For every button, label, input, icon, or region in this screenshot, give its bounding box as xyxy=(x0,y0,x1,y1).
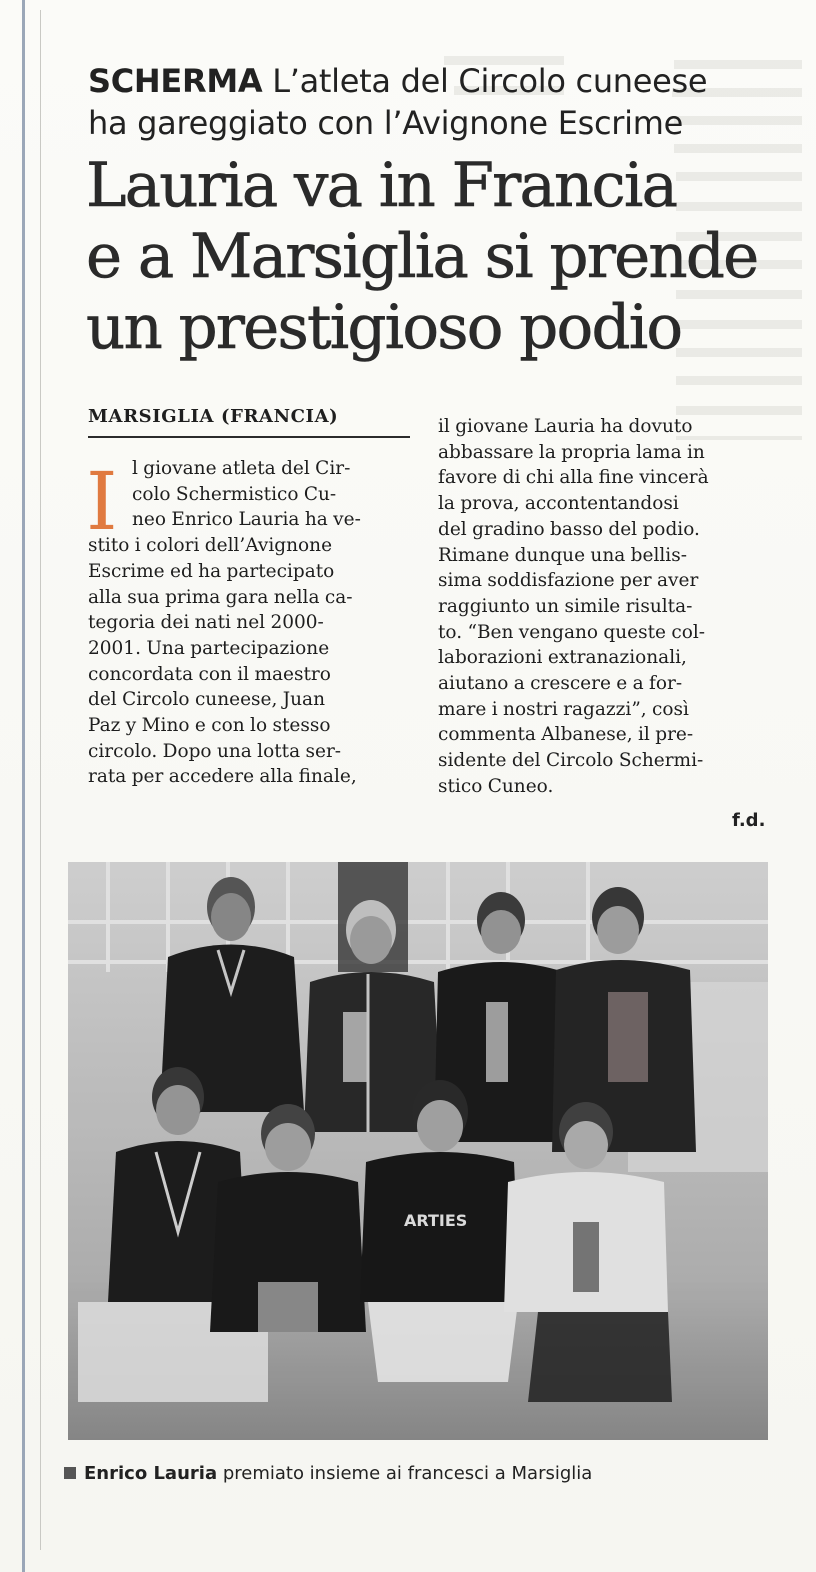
caption-text: premiato insieme ai francesci a Marsiglia xyxy=(217,1463,593,1484)
column-2-line: la prova, accontentandosi xyxy=(438,493,679,515)
column-1-line: l giovane atleta del Cir- xyxy=(132,458,351,479)
caption-square-bullet xyxy=(64,1467,76,1479)
article-column-2 xyxy=(438,414,778,800)
kicker xyxy=(88,60,788,144)
caption-name: Enrico Lauria xyxy=(84,1463,218,1484)
shirt-lettering: ARTIES xyxy=(404,1211,468,1230)
column-2-line: mare i nostri ragazzi”, così xyxy=(438,698,689,720)
page-edge-rule xyxy=(22,0,25,1572)
team-photo-illustration xyxy=(68,862,768,1440)
column-1-line: rata per accedere alla finale, xyxy=(88,766,357,788)
headline-line-2: e a Marsiglia si prende xyxy=(86,221,758,292)
column-2-line: stico Cuneo. xyxy=(438,775,554,797)
column-2-line: sima soddisfazione per aver xyxy=(438,570,699,592)
headline xyxy=(86,150,806,363)
headline-line-1: Lauria va in Francia xyxy=(86,150,677,221)
column-1-line: concordata con il maestro xyxy=(88,663,331,685)
photo-caption xyxy=(64,1463,592,1484)
column-2-line: laborazioni extranazionali, xyxy=(438,647,687,669)
column-1-line: tegoria dei nati nel 2000- xyxy=(88,612,324,634)
kicker-text-1: L’atleta del Circolo cuneese xyxy=(262,62,708,100)
author-initials: f.d. xyxy=(732,810,766,831)
kicker-line-1 xyxy=(88,60,788,102)
column-1-line: Paz y Mino e con lo stesso xyxy=(88,715,331,737)
column-1-line: alla sua prima gara nella ca- xyxy=(88,586,353,608)
column-2-line: abbassare la propria lama in xyxy=(438,441,705,463)
kicker-line-2: ha gareggiato con l’Avignone Escrime xyxy=(88,104,683,142)
column-2-line: aiutano a crescere e a for- xyxy=(438,673,683,695)
column-1-line: stito i colori dell’Avignone xyxy=(88,535,333,557)
team-photo xyxy=(68,862,768,1440)
dateline: MARSIGLIA (FRANCIA) xyxy=(88,406,339,427)
column-divider xyxy=(40,10,41,1550)
dateline-underline xyxy=(88,436,410,438)
column-2-line: favore di chi alla fine vincerà xyxy=(438,467,709,489)
column-1-line: Escrime ed ha partecipato xyxy=(88,560,335,582)
column-1-line: del Circolo cuneese, Juan xyxy=(88,689,326,711)
column-1-line: colo Schermistico Cu- xyxy=(132,483,337,505)
column-2-line: commenta Albanese, il pre- xyxy=(438,724,694,746)
drop-cap: I xyxy=(86,455,118,548)
section-tag: SCHERMA xyxy=(88,62,263,100)
column-1-line: 2001. Una partecipazione xyxy=(88,637,330,659)
column-2-line: to. “Ben vengano queste col- xyxy=(438,621,706,643)
column-2-line: sidente del Circolo Schermi- xyxy=(438,750,704,772)
column-2-line: raggiunto un simile risulta- xyxy=(438,595,693,617)
article-column-1 xyxy=(88,456,410,790)
column-2-line: del gradino basso del podio. xyxy=(438,518,700,540)
column-1-line: circolo. Dopo una lotta ser- xyxy=(88,740,342,762)
column-1-line: neo Enrico Lauria ha ve- xyxy=(132,509,361,531)
headline-line-3: un prestigioso podio xyxy=(86,292,682,363)
column-2-line: il giovane Lauria ha dovuto xyxy=(438,416,693,437)
column-2-line: Rimane dunque una bellis- xyxy=(438,544,687,566)
